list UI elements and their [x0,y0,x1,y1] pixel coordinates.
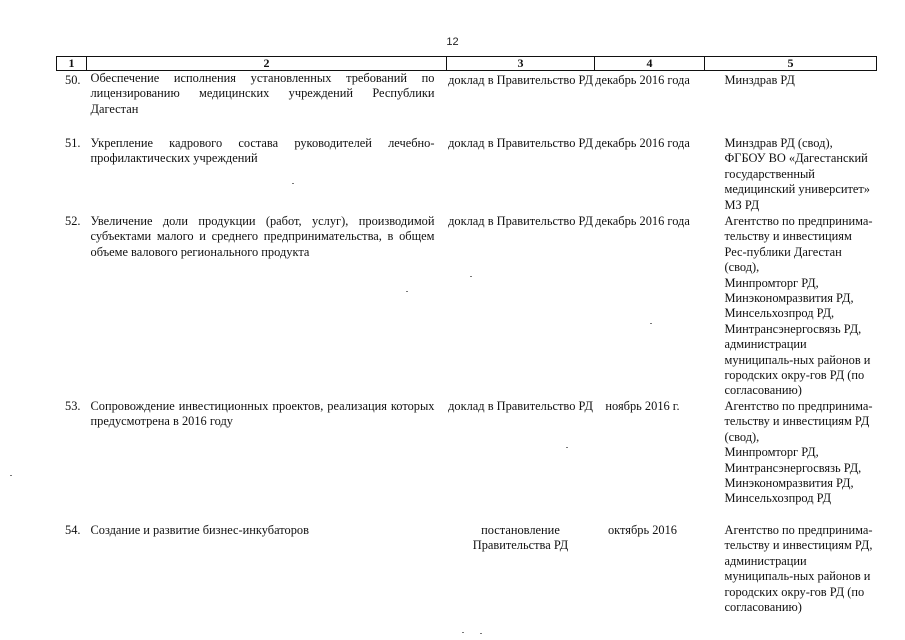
row-number: 53. [65,398,81,413]
plan-table [56,56,877,615]
executors: Агентство по предпринима-тельству и инвестициям Рес-публики Дагестан (свод), Минпромторг РД, Минэкономразвития РД, Минсельхозпрод РД, Минтрансэнергосвязь РД, администрации муниципаль-ных районов и городских окру-гов РД (по согласованию) [724,214,873,398]
column-header-4: 4 [595,57,705,71]
table-row [57,523,877,615]
executors: Минздрав РД (свод), ФГБОУ ВО «Дагестанский государственный медицинский университет» МЗ РД [724,136,870,212]
scan-speck [650,323,652,324]
deadline: декабрь 2016 года [595,73,690,87]
table-row [57,71,877,137]
column-header-2: 2 [87,57,447,71]
row-number: 51. [65,136,81,150]
scan-speck [10,475,12,476]
deadline: декабрь 2016 года [595,214,690,228]
column-header-3: 3 [447,57,595,71]
scan-speck [462,632,464,633]
executors: Минздрав РД [724,73,795,87]
scan-speck [470,276,472,277]
task-description: Увеличение доли продукции (работ, услуг), производимой субъектами малого и среднего предпринимательства, в общем объеме валового регионального продукта [90,214,435,259]
scan-speck [406,291,408,292]
table-row [57,136,877,214]
row-number: 52. [65,214,81,228]
report-form: доклад в Правительство РД [448,73,593,87]
deadline: декабрь 2016 года [595,136,690,150]
deadline: октябрь 2016 [607,522,678,537]
column-header-5: 5 [705,57,877,71]
table-row [57,399,877,523]
scan-speck [292,183,294,184]
row-number: 50. [65,73,81,87]
report-form: доклад в Правительство РД [448,398,593,413]
column-header-1: 1 [57,57,87,71]
report-form: доклад в Правительство РД [448,214,593,228]
table-row [57,214,877,399]
task-description: Создание и развитие бизнес-инкубаторов [90,522,309,537]
scan-speck [566,447,568,448]
page-number: 12 [446,36,459,48]
executors: Агентство по предпринима-тельству и инвестициям РД (свод), Минпромторг РД, Минтрансэнергосвязь РД, Минэкономразвития РД, Минсельхозпрод РД [724,398,873,506]
task-description: Сопровождение инвестиционных проектов, реализация которых предусмотрена в 2016 году [90,398,435,429]
task-description: Укрепление кадрового состава руководителей лечебно-профилактических учреждений [90,136,435,166]
report-form: постановление Правительства РД [472,522,569,553]
task-description: Обеспечение исполнения установленных требований по лицензированию медицинских учреждений Республики Дагестан [90,71,435,116]
row-number: 54. [65,522,81,537]
deadline: ноябрь 2016 г. [605,398,680,413]
executors: Агентство по предпринима-тельству и инвестициям РД, администрации муниципаль-ных районов и городских окру-гов РД (по согласованию) [724,522,873,614]
report-form: доклад в Правительство РД [448,136,593,150]
scan-speck [480,633,482,634]
table-header [57,57,877,71]
